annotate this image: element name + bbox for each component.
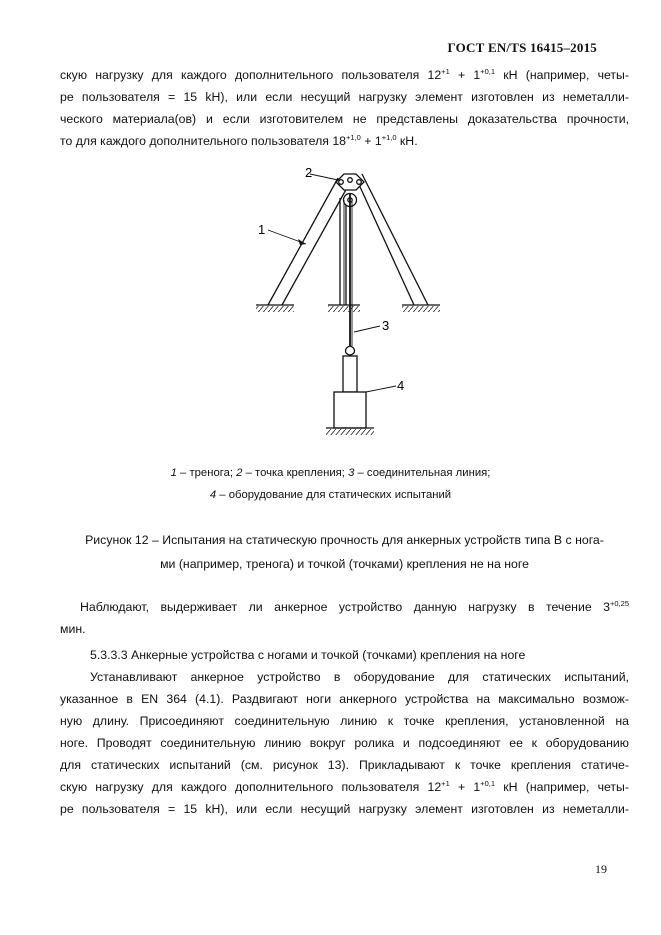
caption-line: Рисунок 12 – Испытания на статическую прочность для анкерных устройств типа В с нога- [85, 533, 604, 547]
label-2: 2 [305, 165, 313, 180]
page-number: 19 [595, 862, 607, 876]
tripod-right-leg [356, 174, 428, 305]
text-line: указанное в EN 364 (4.1). Раздвигают ноги анкерного устройства на максимально возмож- [60, 692, 629, 706]
text-line: скую нагрузку для каждого дополнительного пользователя $12^{+1} + 1^{+0,1}$ кН (например, четы- [60, 67, 629, 82]
text-line: ре пользователя = 15 kH), или если несущий нагрузку элемент изготовлен из неметалли- [60, 802, 629, 816]
text-line: Устанавливают анкерное устройство в оборудование для статических испытаний, [90, 670, 629, 684]
label-1: 1 [258, 222, 266, 237]
text-line: ре пользователя = 15 kH), или если несущий нагрузку элемент изготовлен из неметалли- [60, 90, 629, 104]
text-line: ческого материала(ов) и если изготовителем не представлены доказательства прочности, [60, 112, 629, 126]
observe-paragraph [60, 596, 629, 640]
figure-caption [60, 528, 629, 576]
body-paragraph [60, 666, 629, 820]
figure-legend [0, 462, 661, 506]
tripod-middle-leg [340, 198, 346, 305]
text-line: Наблюдают, выдерживает ли анкерное устройство данную нагрузку в течение $3^{+0,25}$ [80, 599, 629, 614]
section-heading: 5.3.3.3 Анкерные устройства с ногами и точкой (точками) крепления на ноге [90, 648, 526, 662]
label-4: 4 [397, 378, 405, 393]
legend-line: 1 – тренога; 2 – точка крепления; 3 – соединительная линия; [170, 467, 491, 479]
tripod-test-diagram [0, 160, 661, 450]
top-paragraph [60, 64, 629, 152]
caption-line: ми (например, тренога) и точкой (точками) крепления не на ноге [160, 557, 529, 571]
text-line: для статических испытаний (см. рисунок 13). Прикладывают к точке крепления статиче- [60, 758, 629, 772]
text-line: то для каждого дополнительного пользователя $18^{+1,0} + 1^{+1,0}$ кН. [60, 133, 418, 148]
legend-line: 4 – оборудование для статических испытаний [209, 489, 452, 501]
text-line: ноге. Проводят соединительную линию вокруг ролика и подсоединяют ее к оборудованию [60, 736, 629, 750]
connecting-line [344, 194, 352, 346]
text-line: мин. [60, 622, 86, 636]
document-header: ГОСТ EN/TS 16415–2015 [447, 40, 597, 55]
text-line: скую нагрузку для каждого дополнительного пользователя $12^{+1} + 1^{+0,1}$ кН (например, четы- [60, 779, 629, 794]
label-3: 3 [382, 318, 390, 333]
tripod-left-leg [268, 178, 348, 305]
text-line: ную длину. Присоединяют соединительную линию к точке крепления, установленной на [60, 714, 629, 728]
